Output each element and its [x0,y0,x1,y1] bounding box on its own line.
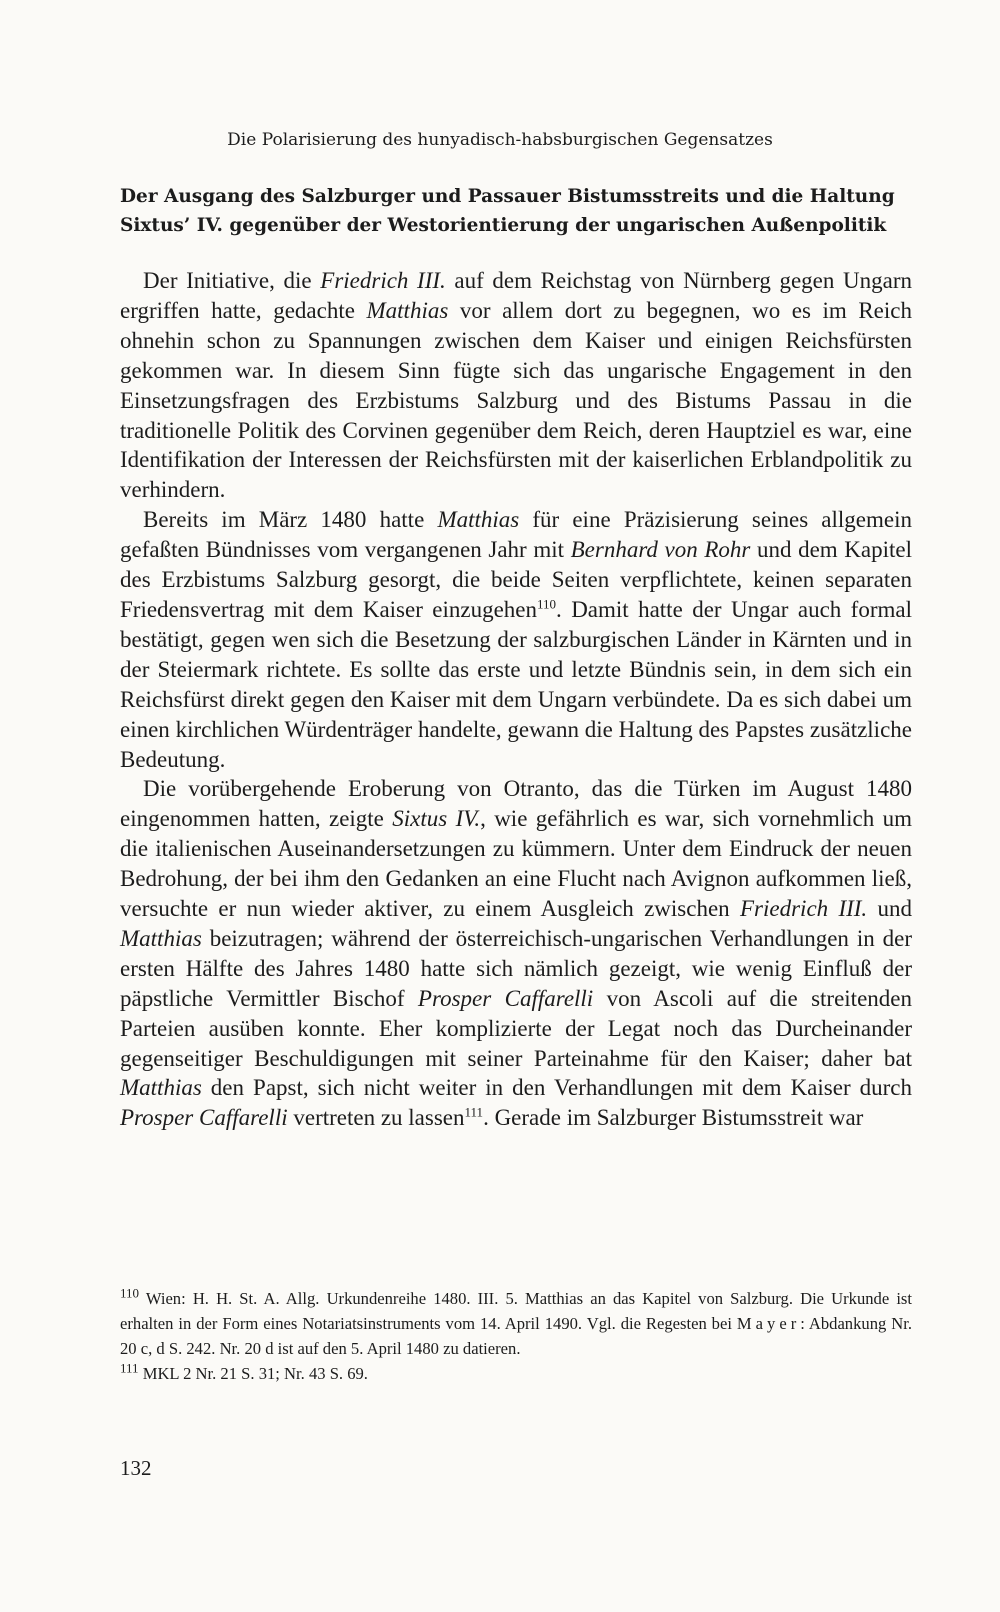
person-name: Prosper Caffarelli [417,985,594,1011]
text-run: Die vorübergehende Eroberung von Otranto, das die Türken im August 1480 eingenommen hatten, zeigte [120,776,912,832]
text-run: Der Initiative, die [143,268,321,293]
person-name: Matthias [366,297,449,323]
paragraph-2 [120,505,912,774]
footnote-text: : Abdankung Nr. 20 c, d S. 242. Nr. 20 d ist auf den 5. April 1480 zu datieren. [120,1314,912,1358]
footnotes [120,1286,912,1386]
person-name: Prosper Caffarelli [120,1105,288,1131]
person-name: Bernhard von Rohr [570,537,751,563]
person-name: Matthias [120,1075,202,1101]
text-run: vor allem dort zu begegnen, wo es im Reich ohnehin schon zu Spannungen zwischen dem Kaiser und einigen Reichsfürsten gekommen war. In diesem Sinn fügte sich das ungarische Engagement in den Einsetzungsfragen des Erzbistums Salzburg und des Bistums Passau in die traditionelle Politik des Corvinen gegenüber dem Reich, deren Hauptziel es war, eine Identifikation der Interessen der Reichsfürsten mit der kaiserlichen Erblandpolitik zu verhindern. [120,297,912,503]
paragraph-1 [120,266,912,505]
text-run: von Ascoli auf die streitenden Parteien ausüben konnte. Eher komplizierte der Legat noch das Durcheinander gegenseitiger Beschuldigungen mit seiner Parteinahme für den Kaiser; daher bat [120,985,912,1071]
person-name: Matthias [437,507,520,533]
text-run: auf dem Reichstag von Nürnberg gegen Ungarn ergriffen hatte, gedachte [120,268,912,323]
footnote-ref-111[interactable]: 111 [464,1104,484,1120]
footnote-number: 110 [120,1285,140,1301]
person-name: Friedrich III. [320,268,446,293]
footnote-text: Wien: H. H. St. A. Allg. Urkundenreihe 1480. III. 5. Matthias an das Kapitel von Salzburg. Die Urkunde ist erhalten in der Form eines Notariatsinstruments vom 14. April 1490. Vgl. die Regesten bei [120,1289,912,1333]
footnote-110 [120,1286,912,1361]
person-name: Sixtus IV. [392,806,481,832]
footnote-111 [120,1361,912,1386]
section-heading: Der Ausgang des Salzburger und Passauer Bistumsstreits und die Haltung Sixtus’ IV. gegenüber der Westorientierung der ungarischen Außenpolitik [120,186,895,236]
text-run: für eine Präzisierung seines allgemein gefaßten Bündnisses vom vergangenen Jahr mit [120,507,912,563]
text-run: . Damit hatte der Ungar auch formal bestätigt, gegen wen sich die Besetzung der salzburgischen Länder in Kärnten und in der Steiermark richtete. Es sollte das erste und letzte Bündnis sein, in dem sich ein Reichsfürst direkt gegen den Kaiser mit dem Ungarn verbündete. Da es sich dabei um einen kirchlichen Würdenträger handelte, gewann die Haltung des Papstes zusätzliche Bedeutung. [120,596,912,772]
body-text [120,266,912,1133]
text-run: und [867,896,912,922]
footnote-ref-110[interactable]: 110 [537,596,557,612]
footnote-number: 111 [120,1360,139,1376]
person-name: Matthias [120,925,202,951]
text-run: und dem Kapitel des Erzbistums Salzburg gesorgt, die beide Seiten verpflichtete, keinen separaten Friedensvertrag mit dem Kaiser einzugehen [120,537,912,622]
text-run: vertreten zu lassen [287,1105,465,1131]
text-run: . Gerade im Salzburger Bistumsstreit war [483,1105,864,1131]
text-run: beizutragen; während der österreichisch-ungarischen Verhandlungen in der ersten Hälfte des Jahres 1480 hatte sich nämlich gezeigt, wie wenig Einfluß der päpstliche Vermittler Bischof [120,925,912,1011]
person-name: Friedrich III. [740,896,868,922]
running-head: Die Polarisierung des hunyadisch-habsburgischen Gegensatzes [227,130,773,150]
paragraph-3 [120,774,912,1133]
text-run: Bereits im März 1480 hatte [143,507,438,533]
text-run: , wie gefährlich es war, sich vornehmlich um die italienischen Auseinandersetzungen zu kümmern. Unter dem Eindruck der neuen Bedrohung, der bei ihm den Gedanken an eine Flucht nach Avignon aufkommen ließ, versuchte er nun wieder aktiver, zu einem Ausgleich zwischen [120,806,912,922]
text-run: den Papst, sich nicht weiter in den Verhandlungen mit dem Kaiser durch [201,1075,912,1101]
author-name: Mayer [736,1314,801,1333]
footnote-text: MKL 2 Nr. 21 S. 31; Nr. 43 S. 69. [138,1364,368,1383]
page-number: 132 [120,1456,152,1480]
